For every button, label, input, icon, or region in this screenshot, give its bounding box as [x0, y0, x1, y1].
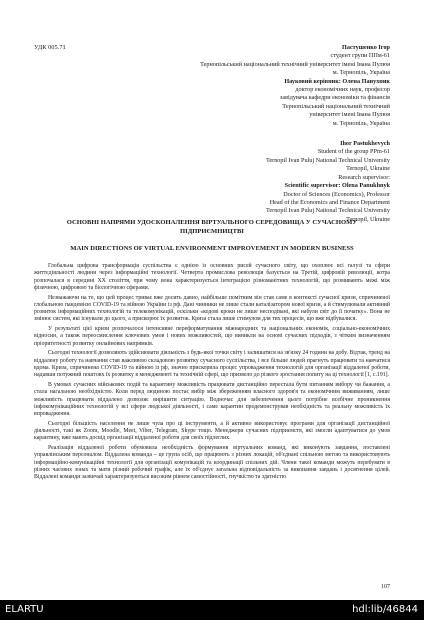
body-paragraph: Незважаючи на те, що цей процес триває вже досить давно, найбільше помітним він став саме в контексті сучасної кризи, спричиненої глобальною пандемією COVID-19 та війною України із рф. Дані чинники не лише стали каталізатором нової кризи, а й стимулювали активний розвиток інформаційних технологій та телекомунікацій, оскільки «кодові кроки не лише несподівані, які набули світ до її початку». Вона не змінює систем, які існували до цього, а прискорює їх розвиток. Криза стала лише стимулом для тих процесів, що вже відбувалися. [34, 294, 390, 323]
page-number: 107 [381, 584, 390, 590]
author-line: Ternopil Ivan Puluj National Technical University [266, 207, 390, 215]
body-paragraph: Сьогодні більшість населення не лише чула про ці інструменти, а й активно використовує програми для організації дистанційної діяльності, такі як Zoom, Moodle, Meet, Viber, Telegram, Skype тощо. Менеджери сучасних підприємств, які змогли адаптуватися до умов карантину, вже мають досвід організації віддаленої роботи для своїх підлеглих. [34, 420, 390, 442]
author-line: Head of the Economics and Finance Department [269, 198, 390, 206]
author-line: Scientific supervisor: Olena Panukhnyk [284, 182, 390, 190]
author-line: Ternopil, Ukraine [346, 215, 390, 223]
author-line: університет імені Івана Пулюя [309, 111, 390, 119]
author-line: Ternopil Ivan Puluj National Technical University [266, 156, 390, 164]
viewer-footer [0, 600, 424, 620]
author-line: Тернопільський національний технічний [282, 102, 390, 110]
handle-link[interactable]: hdl:lib/46844 [352, 604, 418, 615]
author-line: доктор економічних наук, професор [295, 86, 390, 94]
author-block [130, 44, 390, 224]
author-line: Research supervisor: [338, 173, 390, 181]
author-info-en [130, 140, 390, 224]
body-paragraph: У результаті цієї кризи розпочалося інтенсивне переформатування міжнародних та національних економік, соціально-економічних відносин, а також переосмислення ключових умов і нових можливостей, що виникли на основі сучасних підходів, з чітким визначенням пріоритетності розвитку онлайнових напрямків. [34, 326, 390, 347]
body-paragraph: Глобальна цифрова трансформація суспільства є однією із основних рисей сучасного світу, що охоплює всі галузі та сфери життєдіяльності людини через інформаційні технології. Четверта промислова революція базується на Третій, цифровій революції, котра розпочалася в середині ХХ століття, при чому вона характеризується інтеграцією різноманітних технологій, що розмивають межі між фізичною, цифровою та біологічною сферами. [34, 263, 390, 291]
body-paragraph: В умовах сучасних військових подій та карантину можливість працювати дистанційно перестала бути питанням вибору чи бажання, а стала нагальною необхідністю. Коли перед людиною постає вибір між збереженням власного здоров'я та економічним виживанням, лише можливість працювати віддалено дозволяє вирішити ситуацію. Водночас для забезпечення цього потрібне всебічне проникнення інфокомунікаційних технологій у всі сфери людської діяльності, і саме карантин продемонстрував необхідність та реальну можливість їх впровадження. [34, 382, 390, 418]
author-spacer [130, 128, 390, 140]
author-line: Науковий керівник: Олена Панухник [284, 77, 390, 85]
author-line: Ihor Pastukhevych [340, 140, 390, 148]
article-title-en: MAIN DIRECTIONS OF VIRTUAL ENVIRONMENT IMPROVEMENT IN MODERN BUSINESS [70, 245, 354, 252]
author-line: м. Тернопіль, Україна [332, 119, 390, 127]
author-line: м. Тернопіль, Україна [332, 69, 390, 77]
author-line: Тернопільський національний технічний університет імені Івана Пулюя [200, 60, 390, 68]
author-info-ua [130, 44, 390, 128]
author-line: студент групи ППм-61 [330, 52, 390, 60]
body-paragraph: Реалізація віддаленої роботи обумовила необхідність формування віртуальних команд, які виконують завдання, поставлені управлінським персоналом. Віддалена команда – це група осіб, що працюють з різних локацій, об'єднані спільною метою та використовують інформаційно-комунікаційні технології для організації комунікацій та координації спільних дій. Члени такої команди можуть перебувати в різних часових зонах та мати різний робочий графік, але їх об'єднує загальна відповідальність за виконання завдань і досягнення цілей. Віддалені команди зазвичай характеризуються високим рівнем самостійності, гнучкістю та здатністю [34, 445, 390, 481]
author-line: Ternopil, Ukraine [346, 165, 390, 173]
article-body [34, 263, 390, 484]
author-line: завідувача кафедри економіки та фінансів [279, 94, 390, 102]
body-paragraph: Сьогодні технології дозволяють здійснювати діяльність з будь-якої точки світу і залишатися на зв'язку 24 години на добу. Відтак, тренд на віддалену роботу та навчання став важливою складовою розвитку сучасного суспільства, і все більше людей прагнуть працювати та навчатися вдома. Криза, спричинена COVID-19 та війною із рф, значно прискорила процес упровадження технологій для організації віддаленої роботи, надавши потужний поштовх їх розвитку в менеджменті та технічній сфері, що призвело до різкого зростання попиту на ці технології [1, с.191]. [34, 350, 390, 379]
repository-name: ELARTU [5, 604, 44, 615]
author-line: Student of the group PPm-61 [317, 148, 390, 156]
author-line: Пастушенко Ігор [342, 44, 390, 51]
article-title-ua: ОСНОВНІ НАПРЯМИ УДОСКОНАЛЕННЯ ВІРТУАЛЬНОГО СЕРЕДОВИЩА У СУЧАСНОМУ ПІДПРИЄМНИЦТВІ [66, 219, 358, 235]
author-line: Doctor of Sciences (Economics), Professor [283, 190, 390, 198]
udk-code: УДК 005.71 [34, 44, 66, 51]
